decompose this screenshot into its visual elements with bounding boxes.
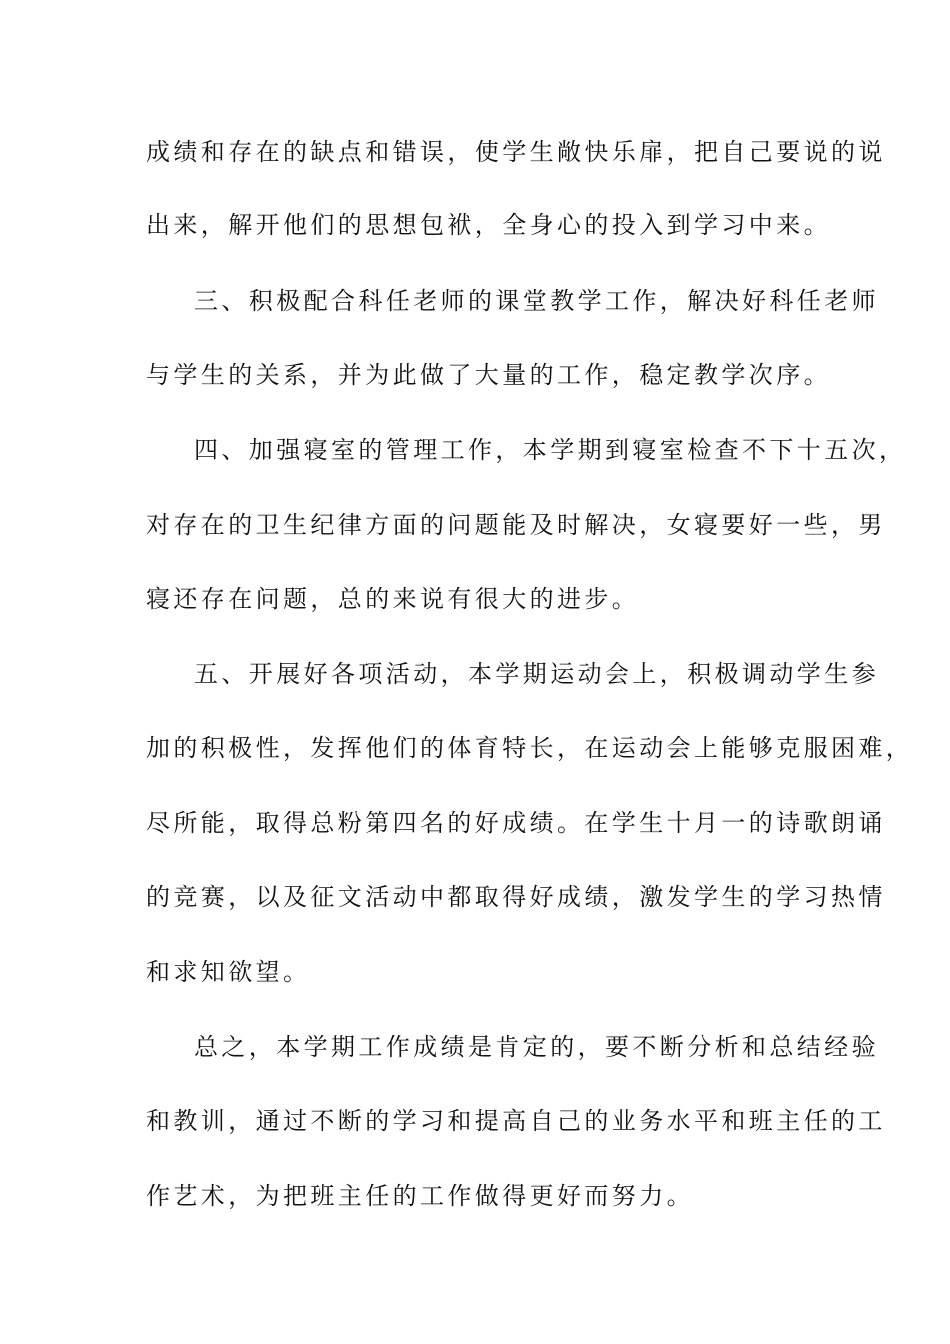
text-line: 的竞赛，以及征文活动中都取得好成绩，激发学生的学习热情: [146, 883, 886, 911]
text-line: 加的积极性，发挥他们的体育特长，在运动会上能够克服困难，: [146, 734, 914, 762]
paragraph-start-line: 五、开展好各项活动，本学期运动会上，积极调动学生参: [194, 660, 879, 688]
paragraph-start-line: 总之，本学期工作成绩是肯定的，要不断分析和总结经验: [194, 1033, 879, 1061]
text-line: 与学生的关系，并为此做了大量的工作，稳定教学次序。: [146, 361, 831, 389]
text-line: 尽所能，取得总粉第四名的好成绩。在学生十月一的诗歌朗诵: [146, 809, 886, 837]
text-line: 寝还存在问题，总的来说有很大的进步。: [146, 585, 640, 613]
text-line: 对存在的卫生纪律方面的问题能及时解决，女寝要好一些，男: [146, 511, 886, 539]
paragraph-start-line: 三、积极配合科任老师的课堂教学工作，解决好科任老师: [194, 287, 879, 315]
text-line: 作艺术，为把班主任的工作做得更好而努力。: [146, 1182, 694, 1210]
text-line: 和教训，通过不断的学习和提高自己的业务水平和班主任的工: [146, 1107, 886, 1135]
paragraph-start-line: 四、加强寝室的管理工作，本学期到寝室检查不下十五次，: [194, 436, 907, 464]
text-line: 成绩和存在的缺点和错误，使学生敞快乐扉，把自己要说的说: [146, 138, 886, 166]
text-line: 和求知欲望。: [146, 958, 311, 986]
text-line: 出来，解开他们的思想包袱，全身心的投入到学习中来。: [146, 211, 831, 239]
